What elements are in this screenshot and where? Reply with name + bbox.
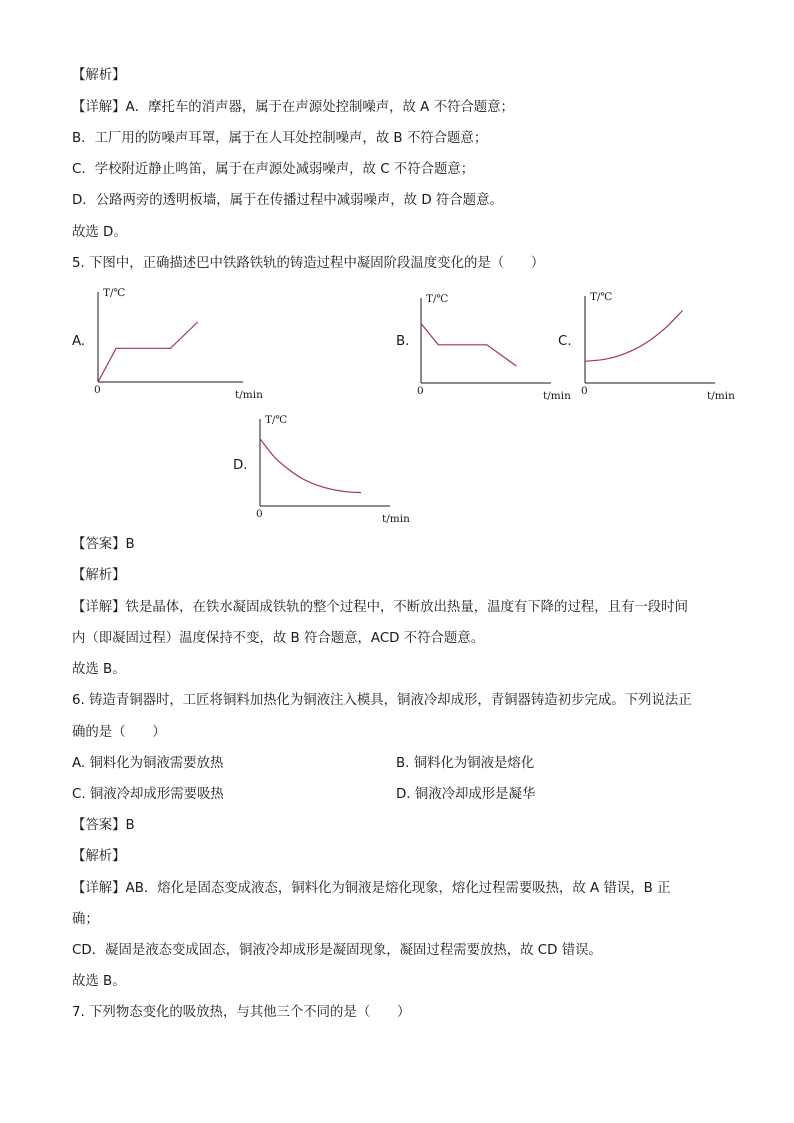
q5-answer: 【答案】B (72, 537, 135, 552)
series-line-d (260, 439, 361, 493)
q5-detail-2: 内（即凝固过程）温度保持不变，故 B 符合题意，ACD 不符合题意。 (72, 631, 485, 646)
graph-svg (250, 409, 410, 529)
graph-d-label: D. (233, 458, 248, 473)
q6-stem-1: 6. 铸造青铜器时，工匠将铜料加热化为铜液注入模具，铜液冷却成形，青铜器铸造初步完成。下列说法正 (72, 693, 692, 708)
q4-detail-b: B．工厂用的防噪声耳罩，属于在人耳处控制噪声，故 B 不符合题意； (72, 131, 488, 146)
graph-b-label: B. (396, 334, 410, 349)
q4-choice: 故选 D。 (72, 225, 127, 240)
q7-stem: 7. 下列物态变化的吸放热，与其他三个不同的是（ ） (72, 1005, 411, 1020)
graph-c (575, 286, 735, 406)
q6-detail-3: CD．凝固是液态变成固态，铜液冷却成形是凝固现象，凝固过程需要放热，故 CD 错误。 (72, 943, 602, 958)
series-line-a (98, 322, 198, 382)
origin-label: 0 (581, 385, 588, 397)
q4-detail-d: D．公路两旁的透明板墙，属于在传播过程中减弱噪声，故 D 符合题意。 (72, 193, 503, 208)
graph-d (250, 409, 410, 529)
q6-detail-1: 【详解】AB．熔化是固态变成液态，铜料化为铜液是熔化现象，熔化过程需要吸热，故 A 错误，B 正 (72, 881, 671, 896)
graph-a (88, 282, 263, 407)
graph-b (411, 287, 571, 407)
x-axis-label: t/min (707, 390, 735, 402)
series-line-c (585, 311, 683, 362)
q6-choice: 故选 B。 (72, 974, 126, 989)
q4-detail-c: C．学校附近静止鸣笛，属于在声源处减弱噪声，故 C 不符合题意； (72, 162, 475, 177)
origin-label: 0 (417, 385, 424, 397)
q6-option-a: A. 铜料化为铜液需要放热 (72, 756, 224, 771)
y-axis-label: T/℃ (426, 293, 449, 305)
q6-stem-2: 确的是（ ） (72, 725, 166, 740)
origin-label: 0 (94, 384, 101, 396)
q5-choice: 故选 B。 (72, 662, 126, 677)
x-axis-label: t/min (235, 389, 263, 401)
y-axis-label: T/℃ (265, 414, 288, 426)
q5-stem: 5. 下图中，正确描述巴中铁路铁轨的铸造过程中凝固阶段温度变化的是（ ） (72, 256, 545, 271)
graph-a-label: A. (72, 334, 86, 349)
q6-detail-2: 确； (72, 912, 99, 927)
graph-svg (88, 282, 263, 407)
q6-option-b: B. 铜料化为铜液是熔化 (396, 756, 535, 771)
graph-svg (575, 286, 735, 406)
graph-c-label: C. (558, 334, 572, 349)
y-axis-label: T/℃ (590, 291, 613, 303)
q6-answer: 【答案】B (72, 818, 135, 833)
origin-label: 0 (256, 508, 263, 520)
q5-detail-1: 【详解】铁是晶体，在铁水凝固成铁轨的整个过程中，不断放出热量，温度有下降的过程，且有一段时间 (72, 600, 688, 615)
q4-detail-a: 【详解】A．摩托车的消声器，属于在声源处控制噪声，故 A 不符合题意； (72, 100, 514, 115)
q5-analysis-tag: 【解析】 (72, 568, 126, 583)
q6-option-d: D. 铜液冷却成形是凝华 (396, 787, 536, 802)
q4-analysis-tag: 【解析】 (72, 68, 126, 83)
q6-option-c: C. 铜液冷却成形需要吸热 (72, 787, 224, 802)
graph-svg (411, 287, 571, 407)
x-axis-label: t/min (543, 390, 571, 402)
x-axis-label: t/min (382, 513, 410, 525)
q6-analysis-tag: 【解析】 (72, 849, 126, 864)
y-axis-label: T/℃ (103, 287, 126, 299)
series-line-b (421, 324, 516, 367)
